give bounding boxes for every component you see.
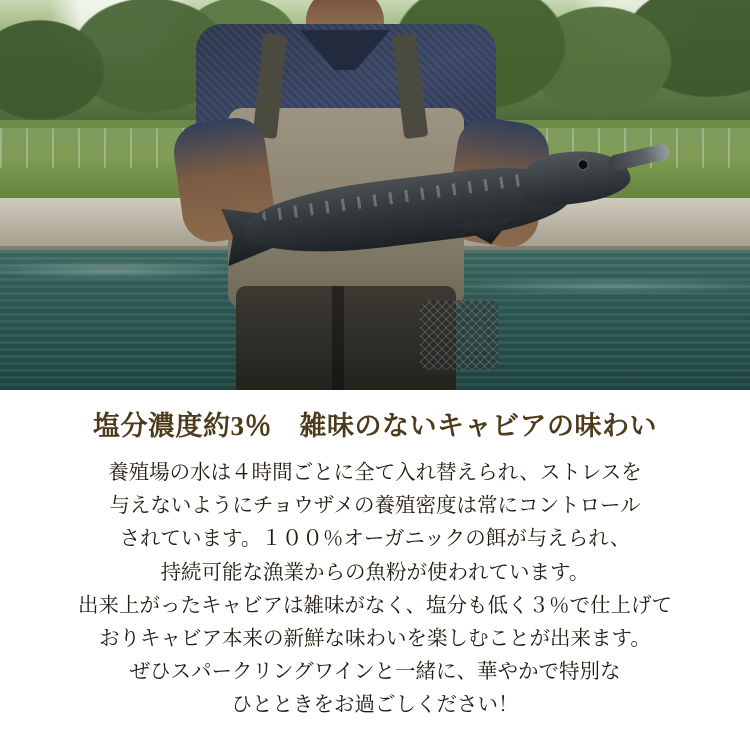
description-line: 持続可能な漁業からの魚粉が使われています。	[160, 561, 590, 584]
description-line: されています。１００％オーガニックの餌が与えられ、	[119, 528, 631, 551]
description-line: 与えないようにチョウザメの養殖密度は常にコントロール	[109, 495, 641, 518]
page-title: 塩分濃度約3％ 雑味のないキャビアの味わい	[93, 411, 657, 441]
net-bag	[420, 300, 498, 370]
description-line: ひとときをお過ごしください！	[231, 694, 519, 717]
description-line: おりキャビア本来の新鮮な味わいを楽しむことが出来ます。	[99, 628, 651, 651]
description-line: 養殖場の水は４時間ごとに全て入れ替えられ、ストレスを	[108, 462, 642, 484]
description-line: 出来上がったキャビアは雑味がなく、塩分も低く３％で仕上げて	[77, 594, 673, 617]
description-text-block	[0, 390, 750, 750]
description-line: ぜひスパークリングワインと一緒に、華やかで特別な	[129, 661, 621, 684]
description-paragraph	[0, 457, 750, 723]
